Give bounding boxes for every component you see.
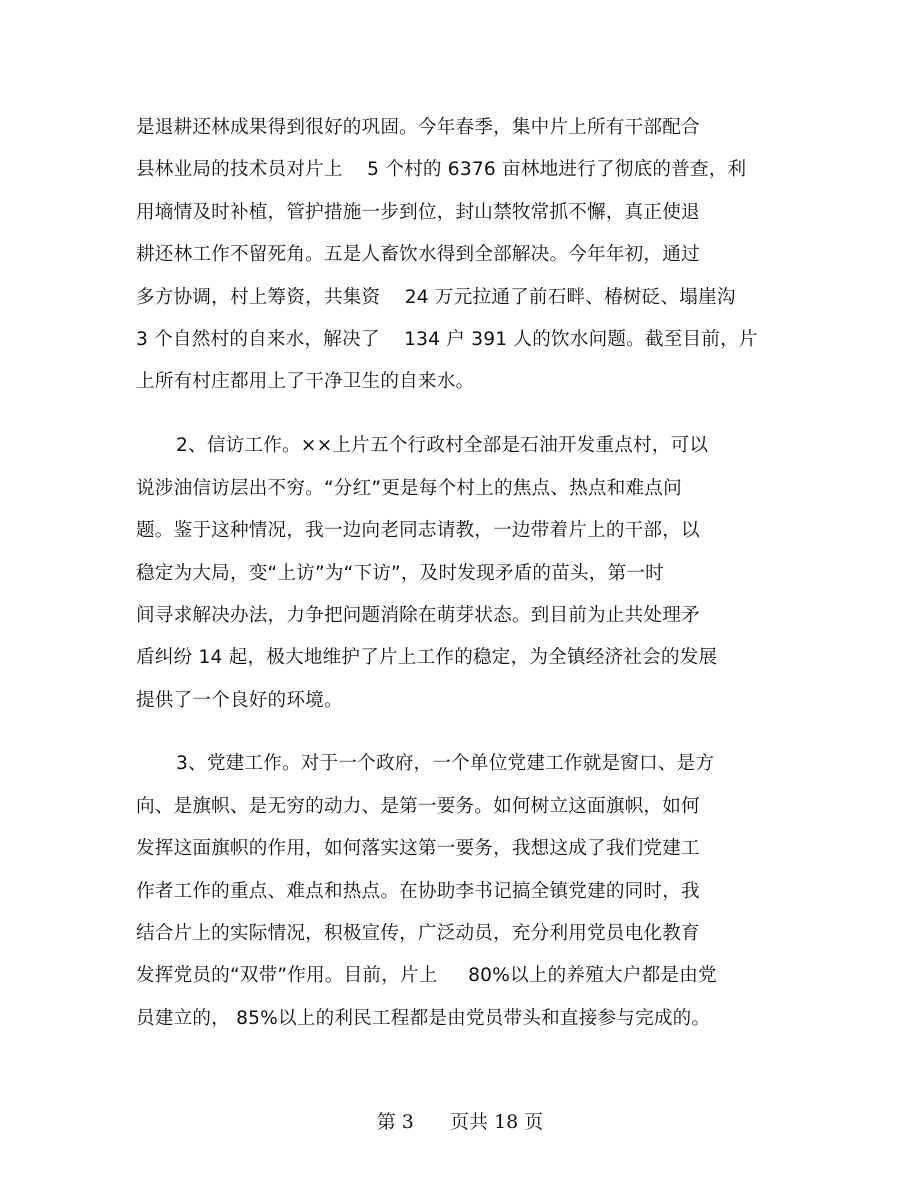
text-line: 是退耕还林成果得到很好的巩固。今年春季，集中片上所有干部配合 bbox=[136, 117, 700, 138]
text-line: 盾纠纷 14 起，极大地维护了片上工作的稳定，为全镇经济社会的发展 bbox=[136, 647, 718, 668]
section-heading-line: 3、党建工作。对于一个政府，一个单位党建工作就是窗口、是方 bbox=[176, 753, 715, 774]
text-line: 发挥党员的“双带”作用。目前，片上 80%以上的养殖大户都是由党 bbox=[136, 965, 717, 986]
text-line: 结合片上的实际情况，积极宣传，广泛动员，充分利用党员电化教育 bbox=[136, 923, 700, 944]
text-line: 发挥这面旗帜的作用，如何落实这第一要务，我想这成了我们党建工 bbox=[136, 838, 700, 859]
text-line: 向、是旗帜、是无穷的动力、是第一要务。如何树立这面旗帜，如何 bbox=[136, 796, 700, 817]
text-line: 用墒情及时补植，管护措施一步到位，封山禁牧常抓不懈，真正使退 bbox=[136, 202, 700, 223]
text-line: 说涉油信访层出不穷。“分红”更是每个村上的焦点、热点和难点问 bbox=[136, 478, 682, 499]
text-line: 作者工作的重点、难点和热点。在协助李书记搞全镇党建的同时，我 bbox=[136, 881, 700, 902]
text-line: 3 个自然村的自来水，解决了 134 户 391 人的饮水问题。截至目前，片 bbox=[136, 329, 758, 350]
text-line: 稳定为大局，变“上访”为“下访”，及时发现矛盾的苗头，第一时 bbox=[136, 563, 664, 584]
text-line: 耕还林工作不留死角。五是人畜饮水得到全部解决。今年年初，通过 bbox=[136, 244, 700, 265]
text-line: 员建立的， 85%以上的利民工程都是由党员带头和直接参与完成的。 bbox=[136, 1008, 711, 1029]
text-line: 上所有村庄都用上了干净卫生的自来水。 bbox=[136, 371, 475, 392]
text-line: 提供了一个良好的环境。 bbox=[136, 690, 343, 711]
text-line: 间寻求解决办法，力争把问题消除在萌芽状态。到目前为止共处理矛 bbox=[136, 605, 700, 626]
text-line: 县林业局的技术员对片上 5 个村的 6376 亩林地进行了彻底的普查，利 bbox=[136, 159, 747, 180]
section-heading-line: 2、信访工作。××上片五个行政村全部是石油开发重点村，可以 bbox=[176, 435, 709, 456]
text-line: 题。鉴于这种情况，我一边向老同志请教，一边带着片上的干部，以 bbox=[136, 520, 700, 541]
text-line: 多方协调，村上筹资，共集资 24 万元拉通了前石畔、椿树砭、塌崖沟 bbox=[136, 287, 736, 308]
page-number-footer: 第 3 页共 18 页 bbox=[376, 1111, 544, 1133]
